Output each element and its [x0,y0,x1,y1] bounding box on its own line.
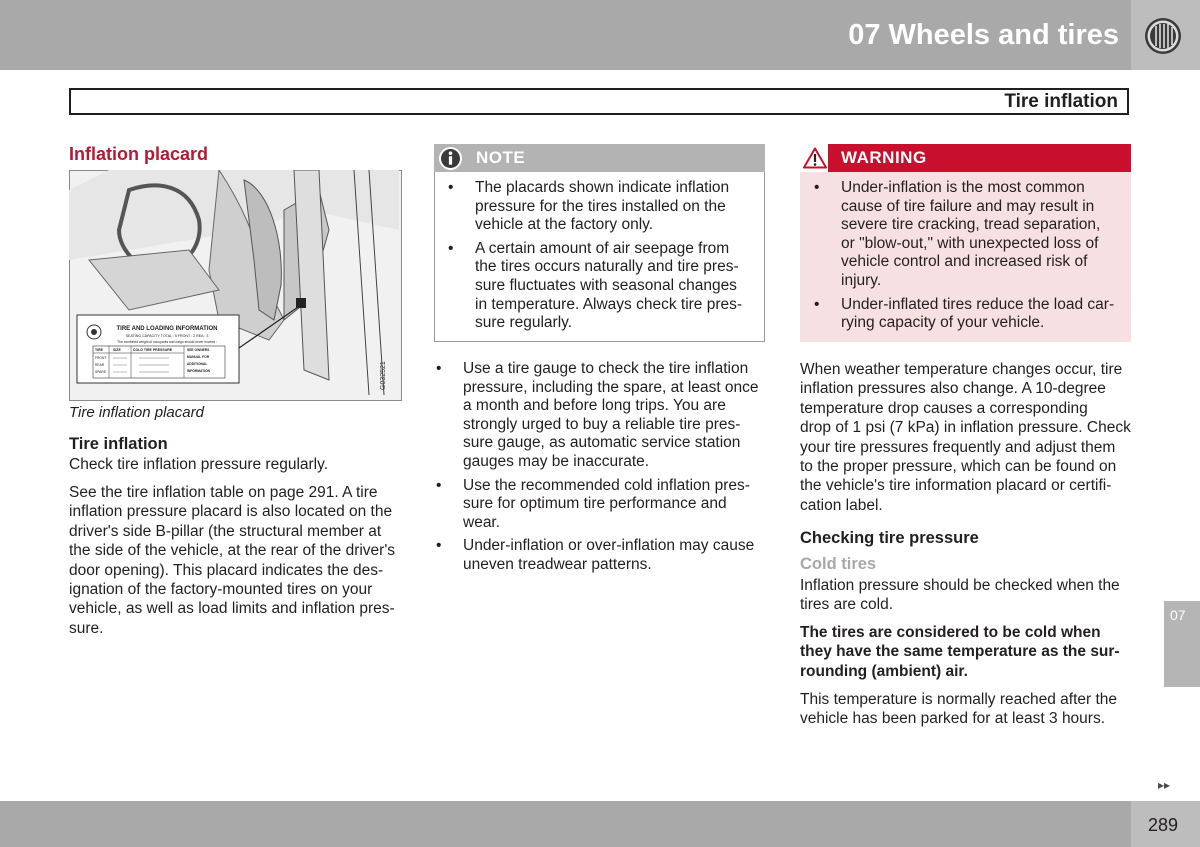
warning-item: • Under-inflated tires reduce the load car- rying capacity of your vehicle. [812,296,1130,333]
note-item: • A certain amount of air seepage from the tires occurs naturally and tire pres- sure fluctuates with seasonal changes in temperature. Always check tire pres- sure regularly. [446,240,764,333]
placard-title: TIRE AND LOADING INFORMATION [116,326,218,332]
warning-triangle-icon [803,147,827,169]
info-icon [438,146,463,171]
temperature-paragraph: When weather temperature changes occur, tire inflation pressures also change. A 10-degree temperature drop causes a corresponding drop of 1 psi (7 kPa) in inflation pressure. Check your tire pressures frequently and adjust them to the proper pressure, which can be found on the vehicle's tire information placard or certifi- cation label. [800,361,1131,514]
cold-definition-paragraph: The tires are considered to be cold when they have the same temperature as the sur- rounding (ambient) air. [800,624,1120,680]
placard-row-front: FRONT [95,356,107,360]
note-item: • The placards shown indicate inflation pressure for the tires installed on the vehicle at the factory only. [446,179,764,235]
list-item: • Under-inflation or over-inflation may cause uneven treadwear patterns. [434,537,774,574]
page-number: 289 [1148,815,1179,835]
note-list [446,179,764,338]
placard-row-spare: SPARE [95,370,106,374]
list-item: • Use the recommended cold inflation pres- sure for optimum tire performance and wear. [434,477,774,533]
warning-title: WARNING [841,148,927,167]
placard-note-line2: MANUAL FOR [187,355,210,359]
warning-list [812,179,1130,338]
inflation-placard-heading: Inflation placard [69,144,209,164]
placard-figure-illustration [69,170,402,401]
footer-bar [0,801,1131,847]
figure-caption: Tire inflation placard [69,404,204,421]
placard-seating: SEATING CAPACITY TOTAL : 5 FRONT : 2 REA : 3 [125,334,209,338]
chapter-title: 07 Wheels and tires [848,19,1119,51]
placard-weight-text: The combined weight of occupants and cargo should never exceed : [117,340,217,344]
placard-col-size: SIZE [113,348,121,352]
placard-col-pressure: COLD TIRE PRESSURE [133,348,173,352]
parked-time-paragraph: This temperature is normally reached after the vehicle has been parked for at least 3 hours. [800,691,1118,728]
warning-item: • Under-inflation is the most common cause of tire failure and may result in severe tire cracking, tread separation, or "blow-out," with unexpected loss of vehicle control and increased risk of injury. [812,179,1130,291]
list-item: • Use a tire gauge to check the tire inflation pressure, including the spare, at least once a month and before long trips. You are strongly urged to buy a reliable tire pres- sure gauge, as automatic service station gauges may be inaccurate. [434,360,774,472]
continue-arrow-icon: ▸▸ [1158,778,1171,792]
tire-inflation-subheading: Tire inflation [69,435,168,453]
tire-inflation-intro: Check tire inflation pressure regularly. [69,456,329,473]
placard-col-tire: TIRE [95,348,103,352]
tire-loading-placard [77,315,239,383]
note-title: NOTE [476,148,526,167]
tire-gauge-bullets [434,360,774,580]
placard-location-paragraph: See the tire inflation table on page 291. A tire inflation pressure placard is also located on the driver's side B-pillar (the structural member at the side of the vehicle, at the rear of the driver's door opening). This placard indicates the des- ignation of the factory-mounted tires on your vehicle, as well as load limits and inflation pres- sure. [69,484,396,637]
figure-code: G032521 [380,361,387,390]
placard-note-line1: SEE OWNERS [187,348,210,352]
cold-tires-paragraph: Inflation pressure should be checked when the tires are cold. [800,577,1120,614]
placard-note-line4: INFORMATION [187,369,211,373]
chapter-side-tab-label: 07 [1170,607,1186,623]
cold-tires-subheading: Cold tires [800,555,877,573]
section-title-box [69,88,1129,115]
checking-tire-pressure-heading: Checking tire pressure [800,529,979,547]
section-title: Tire inflation [1004,91,1118,112]
placard-note-line3: ADDITIONAL [187,362,208,366]
tire-icon [1143,16,1183,56]
placard-row-rear: REAR [95,363,105,367]
